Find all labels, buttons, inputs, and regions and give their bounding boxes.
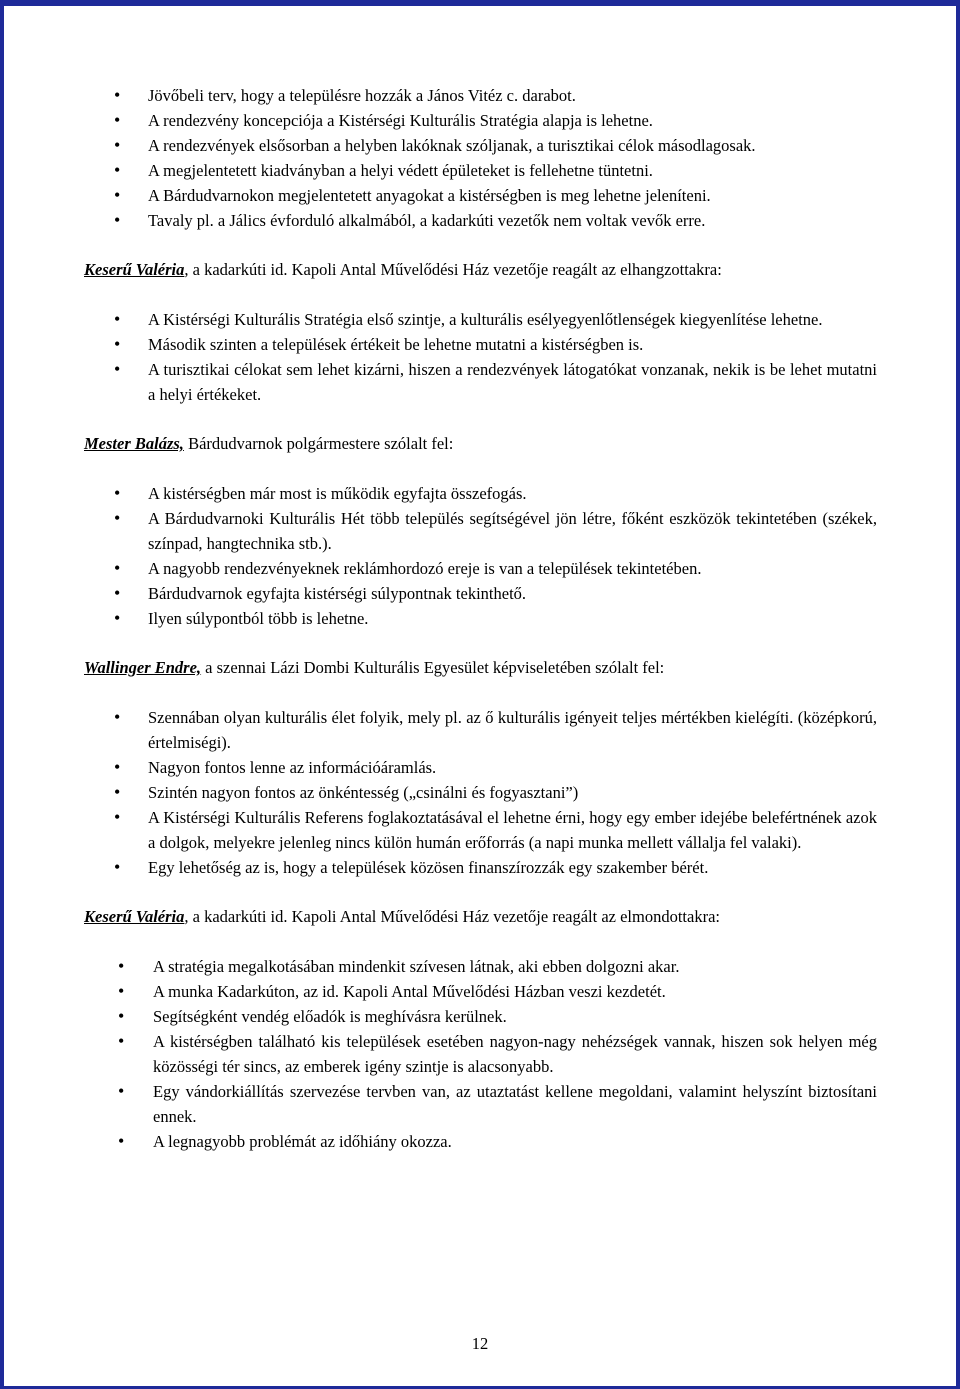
speaker-name: Keserű Valéria — [84, 260, 185, 279]
bullet-list-3 — [84, 481, 877, 631]
bullet-list-2 — [84, 307, 877, 407]
list-item: • A kistérségben található kis települések esetében nagyon-nagy nehézségek vannak, hiszen sok helyen még közösségi tér sincs, az emberek igény szintje is alacsonyabb. — [84, 1029, 877, 1079]
list-item: • A rendezvények elsősorban a helyben lakóknak szóljanak, a turisztikai célok másodlagosak. — [84, 133, 877, 158]
speaker-intro: , a kadarkúti id. Kapoli Antal Művelődési Ház vezetője reagált az elhangzottakra: — [184, 260, 722, 279]
speaker-name: Keserű Valéria — [84, 907, 185, 926]
speaker-intro: , a kadarkúti id. Kapoli Antal Művelődési Ház vezetője reagált az elmondottakra: — [184, 907, 720, 926]
speaker-intro: a szennai Lázi Dombi Kulturális Egyesület képviseletében szólalt fel: — [201, 658, 665, 677]
list-item: • Második szinten a települések értékeit be lehetne mutatni a kistérségben is. — [84, 332, 877, 357]
speaker-paragraph-4 — [84, 904, 877, 929]
list-item: • Nagyon fontos lenne az információáramlás. — [84, 755, 877, 780]
list-item: • A stratégia megalkotásában mindenkit szívesen látnak, aki ebben dolgozni akar. — [84, 954, 877, 979]
list-item: • Egy lehetőség az is, hogy a települések közösen finanszírozzák egy szakember bérét. — [84, 855, 877, 880]
list-item: • A Kistérségi Kulturális Stratégia első szintje, a kulturális esélyegyenlőtlenségek kiegyenlítése lehetne. — [84, 307, 877, 332]
list-item: • Szennában olyan kulturális élet folyik, mely pl. az ő kulturális igényeit teljes mértékben kielégíti. (középkorú, értelmiségi). — [84, 705, 877, 755]
list-item: • Egy vándorkiállítás szervezése tervben van, az utaztatást kellene megoldani, valamint helyszínt biztosítani ennek. — [84, 1079, 877, 1129]
list-item: • A rendezvény koncepciója a Kistérségi Kulturális Stratégia alapja is lehetne. — [84, 108, 877, 133]
list-item: • Bárdudvarnok egyfajta kistérségi súlypontnak tekinthető. — [84, 581, 877, 606]
list-item: • A kistérségben már most is működik egyfajta összefogás. — [84, 481, 877, 506]
speaker-intro: Bárdudvarnok polgármestere szólalt fel: — [183, 434, 454, 453]
bullet-list-4 — [84, 705, 877, 880]
speaker-paragraph-1 — [84, 257, 877, 282]
list-item: • Segítségként vendég előadók is meghívásra kerülnek. — [84, 1004, 877, 1029]
list-item: • Szintén nagyon fontos az önkéntesség („csinálni és fogyasztani”) — [84, 780, 877, 805]
bullet-list-5 — [84, 954, 877, 1154]
list-item: • A Kistérségi Kulturális Referens foglakoztatásával el lehetne érni, hogy egy ember idejébe belefértnének azok a dolgok, melyekre jelenleg nincs külön humán erőforrás (a napi munka mellett vállalja fel valaki). — [84, 805, 877, 855]
list-item: • A nagyobb rendezvényeknek reklámhordozó ereje is van a települések tekintetében. — [84, 556, 877, 581]
speaker-paragraph-3 — [84, 655, 877, 680]
speaker-paragraph-2 — [84, 431, 877, 456]
list-item: • Tavaly pl. a Jálics évforduló alkalmából, a kadarkúti vezetők nem voltak vevők erre. — [84, 208, 877, 233]
list-item: • Ilyen súlypontból több is lehetne. — [84, 606, 877, 631]
bullet-list-1 — [84, 83, 877, 233]
list-item: • A munka Kadarkúton, az id. Kapoli Antal Művelődési Házban veszi kezdetét. — [84, 979, 877, 1004]
speaker-name: Wallinger Endre, — [84, 658, 202, 677]
list-item: • A Bárdudvarnokon megjelentetett anyagokat a kistérségben is meg lehetne jeleníteni. — [84, 183, 877, 208]
list-item: • A megjelentetett kiadványban a helyi védett épületeket is fellehetne tüntetni. — [84, 158, 877, 183]
page-number: 12 — [471, 1334, 489, 1353]
list-item: • Jövőbeli terv, hogy a településre hozzák a János Vitéz c. darabot. — [84, 83, 877, 108]
document-body — [84, 83, 877, 1154]
list-item: • A legnagyobb problémát az időhiány okozza. — [84, 1129, 877, 1154]
list-item: • A turisztikai célokat sem lehet kizárni, hiszen a rendezvények látogatókat vonzanak, nekik is be lehet mutatni a helyi értékeket. — [84, 357, 877, 407]
list-item: • A Bárdudvarnoki Kulturális Hét több település segítségével jön létre, főként eszközök tekintetében (székek, színpad, hangtechnika stb.). — [84, 506, 877, 556]
speaker-name: Mester Balázs, — [84, 434, 184, 453]
